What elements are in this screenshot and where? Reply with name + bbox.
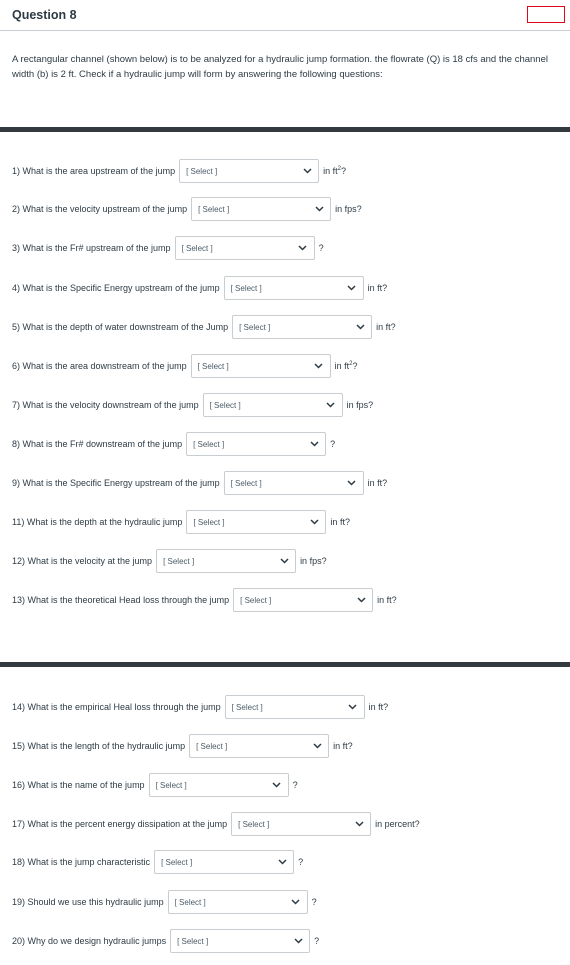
chevron-down-icon	[314, 204, 324, 214]
answer-dropdown[interactable]	[179, 159, 319, 183]
chevron-down-icon	[279, 556, 289, 566]
question-row	[12, 889, 317, 915]
question-text: 8) What is the Fr# downstream of the jump	[12, 439, 183, 449]
question-row	[12, 392, 373, 418]
question-text: 13) What is the theoretical Head loss through the jump	[12, 595, 230, 605]
chevron-down-icon	[347, 478, 357, 488]
chevron-down-icon	[309, 517, 319, 527]
dropdown-value: [ Select ]	[209, 400, 241, 410]
answer-dropdown[interactable]	[203, 393, 343, 417]
dropdown-value: [ Select ]	[238, 819, 270, 829]
question-text: 11) What is the depth at the hydraulic jump	[12, 517, 183, 527]
question-text: 3) What is the Fr# upstream of the jump	[12, 243, 171, 253]
unit-label: in ft?	[367, 478, 388, 488]
dropdown-value: [ Select ]	[196, 741, 228, 751]
question-text: 7) What is the velocity downstream of the jump	[12, 400, 199, 410]
question-row	[12, 275, 387, 301]
chevron-down-icon	[354, 819, 364, 829]
question-text: 20) Why do we design hydraulic jumps	[12, 936, 167, 946]
unit-label: in fps?	[300, 556, 327, 566]
unit-label: in ft?	[367, 283, 388, 293]
dropdown-value: [ Select ]	[198, 204, 230, 214]
dropdown-value: [ Select ]	[186, 166, 218, 176]
question-row	[12, 509, 350, 535]
question-row	[12, 811, 420, 837]
section-divider	[0, 662, 570, 667]
answer-dropdown[interactable]	[186, 432, 326, 456]
question-text: 16) What is the name of the jump	[12, 780, 145, 790]
question-row	[12, 694, 388, 720]
chevron-down-icon	[293, 936, 303, 946]
question-text: 1) What is the area upstream of the jump	[12, 166, 176, 176]
question-row	[12, 470, 387, 496]
unit-label: in percent?	[375, 819, 420, 829]
answer-dropdown[interactable]	[175, 236, 315, 260]
dropdown-value: [ Select ]	[193, 517, 225, 527]
question-row	[12, 733, 353, 759]
unit-label: in ft?	[330, 517, 350, 527]
chevron-down-icon	[277, 857, 287, 867]
answer-dropdown[interactable]	[224, 471, 364, 495]
answer-dropdown[interactable]	[225, 695, 365, 719]
unit-label: in $ft^2$?	[334, 361, 358, 371]
unit-label: ?	[330, 439, 336, 449]
unit-label: in fps?	[346, 400, 374, 410]
section-divider	[0, 127, 570, 132]
question-title: Question 8	[12, 8, 77, 22]
chevron-down-icon	[298, 243, 308, 253]
question-text: 18) What is the jump characteristic	[12, 857, 151, 867]
question-text: 14) What is the empirical Heal loss through the jump	[12, 702, 221, 712]
answer-dropdown[interactable]	[231, 812, 371, 836]
answer-dropdown[interactable]	[170, 929, 310, 953]
question-text: 12) What is the velocity at the jump	[12, 556, 153, 566]
unit-label: in ft?	[368, 702, 389, 712]
question-intro: A rectangular channel (shown below) is to be analyzed for a hydraulic jump formation. the flowrate (Q) is 18 cfs and the channel width (b) is 2 ft. Check if a hydraulic jump will form by answering the following questions:	[12, 54, 548, 80]
answer-dropdown[interactable]	[232, 315, 372, 339]
dropdown-value: [ Select ]	[163, 556, 195, 566]
question-text: 4) What is the Specific Energy upstream of the jump	[12, 283, 220, 293]
answer-dropdown[interactable]	[154, 850, 294, 874]
answer-dropdown[interactable]	[186, 510, 326, 534]
dropdown-value: [ Select ]	[161, 857, 193, 867]
unit-label: in fps?	[335, 204, 362, 214]
unit-label: ?	[311, 897, 317, 907]
answer-dropdown[interactable]	[233, 588, 373, 612]
question-row	[12, 235, 324, 261]
dropdown-value: [ Select ]	[230, 283, 262, 293]
answer-dropdown[interactable]	[168, 890, 308, 914]
answer-dropdown[interactable]	[191, 354, 331, 378]
chevron-down-icon	[314, 361, 324, 371]
question-text: 9) What is the Specific Energy upstream of the jump	[12, 478, 220, 488]
dropdown-value: [ Select ]	[177, 936, 209, 946]
unit-label: ?	[292, 780, 298, 790]
question-header	[0, 0, 570, 31]
dropdown-value: [ Select ]	[197, 361, 229, 371]
chevron-down-icon	[348, 702, 358, 712]
unit-label: in ft?	[333, 741, 353, 751]
chevron-down-icon	[347, 283, 357, 293]
question-row	[12, 928, 319, 954]
unit-label: ?	[318, 243, 324, 253]
chevron-down-icon	[312, 741, 322, 751]
dropdown-value: [ Select ]	[181, 243, 213, 253]
answer-dropdown[interactable]	[191, 197, 331, 221]
question-row	[12, 548, 327, 574]
question-row	[12, 353, 357, 379]
question-text: 5) What is the depth of water downstream of the Jump	[12, 322, 229, 332]
unit-label: ?	[314, 936, 320, 946]
question-text: 19) Should we use this hydraulic jump	[12, 897, 164, 907]
question-row	[12, 849, 303, 875]
dropdown-value: [ Select ]	[174, 897, 206, 907]
question-text: 2) What is the velocity upstream of the jump	[12, 204, 188, 214]
chevron-down-icon	[326, 400, 336, 410]
question-row	[12, 587, 397, 613]
dropdown-value: [ Select ]	[240, 595, 272, 605]
dropdown-value: [ Select ]	[239, 322, 271, 332]
dropdown-value: [ Select ]	[231, 702, 263, 712]
unit-label: in $ft^2$?	[323, 166, 346, 176]
chevron-down-icon	[355, 322, 365, 332]
chevron-down-icon	[309, 439, 319, 449]
answer-dropdown[interactable]	[156, 549, 296, 573]
chevron-down-icon	[291, 897, 301, 907]
question-text: 15) What is the length of the hydraulic jump	[12, 741, 186, 751]
dropdown-value: [ Select ]	[193, 439, 225, 449]
dropdown-value: [ Select ]	[155, 780, 187, 790]
answer-dropdown[interactable]	[189, 734, 329, 758]
question-row	[12, 158, 346, 184]
unit-label: ?	[298, 857, 304, 867]
answer-dropdown[interactable]	[224, 276, 364, 300]
chevron-down-icon	[272, 780, 282, 790]
unit-label: in ft?	[376, 322, 396, 332]
chevron-down-icon	[356, 595, 366, 605]
question-row	[12, 314, 396, 340]
question-row	[12, 196, 362, 222]
question-row	[12, 772, 298, 798]
chevron-down-icon	[302, 166, 312, 176]
question-row	[12, 431, 335, 457]
unit-label: in ft?	[377, 595, 397, 605]
question-text: 6) What is the area downstream of the jump	[12, 361, 187, 371]
question-text: 17) What is the percent energy dissipation at the jump	[12, 819, 228, 829]
answer-dropdown[interactable]	[149, 773, 289, 797]
dropdown-value: [ Select ]	[230, 478, 262, 488]
flag-question-button[interactable]	[527, 6, 565, 23]
